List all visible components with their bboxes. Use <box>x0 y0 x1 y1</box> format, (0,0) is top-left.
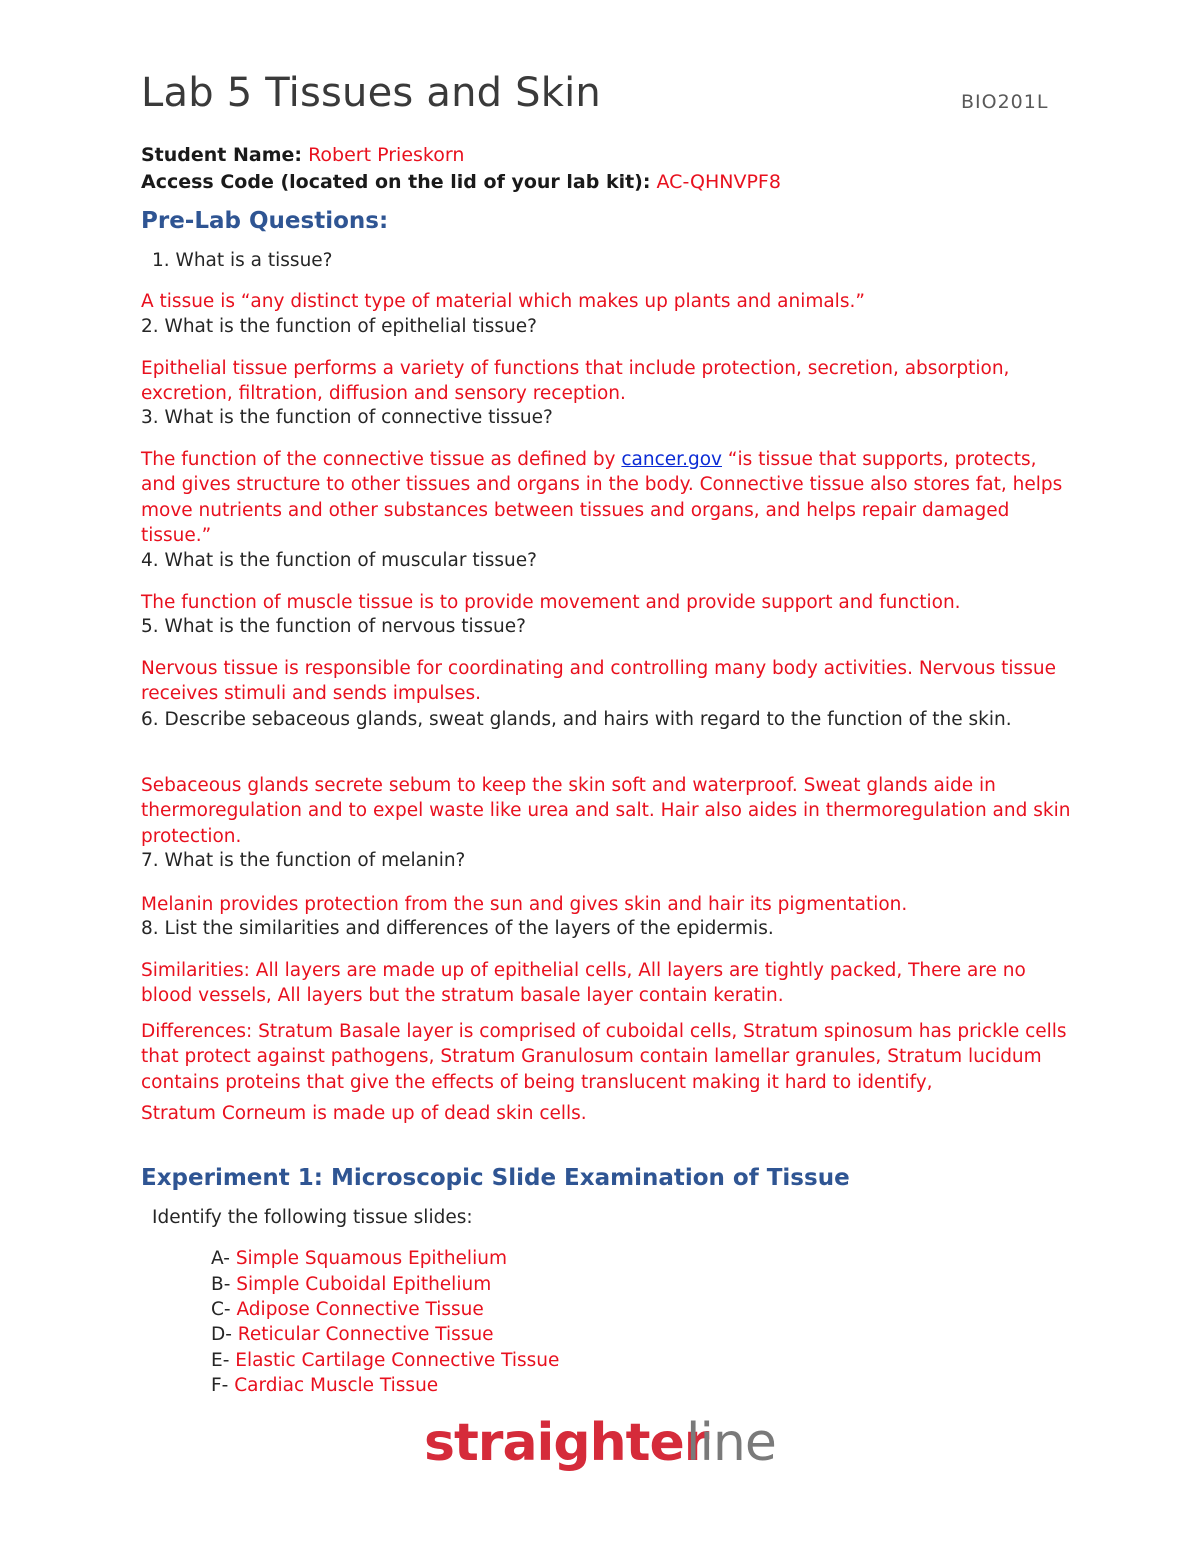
slide-item: B- Simple Cuboidal Epithelium <box>211 1274 492 1295</box>
answer-7: Melanin provides protection from the sun and gives skin and hair its pigmentation. <box>141 894 908 915</box>
question-7: 7. What is the function of melanin? <box>141 850 466 871</box>
question-6: 6. Describe sebaceous glands, sweat glands, and hairs with regard to the function of the skin. <box>141 709 1012 730</box>
student-name-line: Student Name: Robert Prieskorn <box>141 144 465 166</box>
access-code-label: Access Code (located on the lid of your lab kit) <box>141 171 643 193</box>
access-code-value: AC-QHNVPF8 <box>656 171 781 193</box>
answer-1: A tissue is “any distinct type of material which makes up plants and animals.” <box>141 291 865 312</box>
question-4: 4. What is the function of muscular tissue? <box>141 550 537 571</box>
logo-light-text: line <box>686 1413 776 1473</box>
answer-8-similarities: Similarities: All layers are made up of epithelial cells, All layers are tightly packed, There are no blood vessels, All layers but the stratum basale layer contain keratin. <box>141 960 1026 1007</box>
cancer-gov-link[interactable]: cancer.gov <box>621 449 722 470</box>
page-title: Lab 5 Tissues and Skin <box>141 70 601 116</box>
slide-item: C- Adipose Connective Tissue <box>211 1299 484 1320</box>
answer-3 <box>141 447 1071 549</box>
slide-item: E- Elastic Cartilage Connective Tissue <box>211 1350 560 1371</box>
prelab-heading: Pre-Lab Questions: <box>141 208 389 234</box>
question-5: 5. What is the function of nervous tissue? <box>141 616 526 637</box>
logo-bold-text: straighter <box>424 1413 709 1473</box>
question-8: 8. List the similarities and differences of the layers of the epidermis. <box>141 918 774 939</box>
answer-3-quote: “is tissue that supports, protects, and gives structure to other tissues and organs in the body. Connective tissue also stores fat, helps move nutrients and other substances between tissues and organs, and helps repair damaged tissue.” <box>141 449 1063 547</box>
answer-2: Epithelial tissue performs a variety of functions that include protection, secretion, absorption, excretion, filtration, diffusion and sensory reception. <box>141 358 1010 405</box>
answer-8-differences-cont: Stratum Corneum is made up of dead skin cells. <box>141 1103 587 1124</box>
access-code-line: Access Code (located on the lid of your lab kit): AC-QHNVPF8 <box>141 171 781 193</box>
answer-6: Sebaceous glands secrete sebum to keep the skin soft and waterproof. Sweat glands aide in thermoregulation and to expel waste like urea and salt. Hair also aides in thermoregulation and skin protection. <box>141 775 1071 847</box>
slide-item: A- Simple Squamous Epithelium <box>211 1248 507 1269</box>
answer-3-intro: The function of the connective tissue as defined by <box>141 449 622 470</box>
experiment1-instruction: Identify the following tissue slides: <box>152 1207 473 1228</box>
question-3: 3. What is the function of connective tissue? <box>141 407 553 428</box>
course-code: BIO201L <box>961 91 1049 113</box>
question-2: 2. What is the function of epithelial tissue? <box>141 316 537 337</box>
answer-4: The function of muscle tissue is to provide movement and provide support and function. <box>141 592 961 613</box>
slide-item: D- Reticular Connective Tissue <box>211 1324 494 1345</box>
answer-5: Nervous tissue is responsible for coordinating and controlling many body activities. Nervous tissue receives stimuli and sends impulses. <box>141 658 1056 705</box>
slide-item: F- Cardiac Muscle Tissue <box>211 1375 439 1396</box>
student-name-label: Student Name <box>141 144 295 166</box>
question-1: 1. What is a tissue? <box>152 250 333 271</box>
straighterline-logo <box>422 1408 782 1488</box>
experiment1-heading: Experiment 1: Microscopic Slide Examination of Tissue <box>141 1165 850 1191</box>
student-name-value: Robert Prieskorn <box>308 144 465 166</box>
answer-8-differences: Differences: Stratum Basale layer is comprised of cuboidal cells, Stratum spinosum has prickle cells that protect against pathogens, Stratum Granulosum contain lamellar granules, Stratum lucidum contains proteins that give the effects of being translucent making it hard to identify, <box>141 1021 1067 1093</box>
